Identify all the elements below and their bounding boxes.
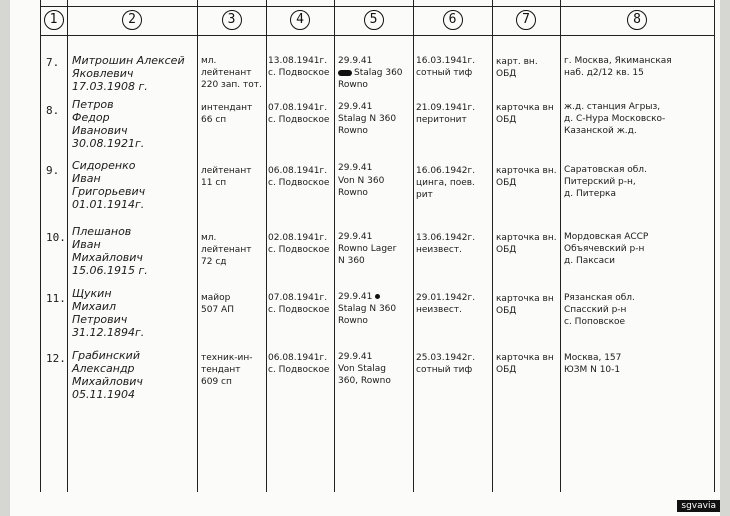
capture-date-place: 02.08.1941г. с. Подвоское	[268, 233, 330, 255]
person-name: Сидоренко Иван Григорьевич 01.01.1914г.	[72, 159, 146, 211]
document-sheet	[10, 0, 720, 516]
person-name: Щукин Михаил Петрович 31.12.1894г.	[72, 287, 145, 339]
camp-name: Von Stalag 360, Rowno	[338, 364, 391, 386]
table-vline	[266, 0, 267, 492]
column-header-6: 6	[413, 10, 492, 30]
person-name: Митрошин Алексей Яковлевич 17.03.1908 г.	[72, 54, 185, 93]
person-name: Грабинский Александр Михайлович 05.11.1904	[72, 349, 143, 401]
camp-arrival-date: 29.9.41	[338, 102, 373, 112]
capture-date-place: 06.08.1941г. с. Подвоское	[268, 353, 330, 375]
camp-name: Von N 360 Rowno	[338, 176, 385, 198]
home-address: Рязанская обл. Спасский р-н с. Поповское	[564, 293, 635, 327]
death-date-cause: 16.06.1942г. цинга, поев. рит	[416, 166, 476, 200]
column-header-2: 2	[67, 10, 197, 30]
watermark-label: sgvavia	[677, 500, 720, 512]
record-card: карточка вн. ОБД	[496, 233, 557, 255]
camp-arrival-date: 29.9.41	[338, 232, 373, 242]
camp-name: Rowno Lager N 360	[338, 244, 397, 266]
column-header-1: 1	[40, 10, 67, 30]
row-number: 10.	[46, 231, 66, 244]
camp-arrival-date: 29.9.41	[338, 352, 373, 362]
column-header-4: 4	[266, 10, 334, 30]
table-hline-top	[40, 6, 714, 7]
record-card: карт. вн. ОБД	[496, 57, 538, 79]
table-vline	[714, 0, 715, 492]
person-name: Петров Федор Иванович 30.08.1921г.	[72, 98, 145, 150]
capture-date-place: 06.08.1941г. с. Подвоское	[268, 166, 330, 188]
camp-arrival-date: 29.9.41	[338, 163, 373, 173]
death-date-cause: 21.09.1941г. перитонит	[416, 103, 476, 125]
rank-unit: мл. лейтенант 220 зап. тот.	[201, 56, 262, 90]
record-card: карточка вн. ОБД	[496, 166, 557, 188]
home-address: Саратовская обл. Питерский р-н, д. Питерка	[564, 165, 647, 199]
home-address: Москва, 157 ЮЗМ N 10-1	[564, 353, 622, 375]
death-date-cause: 25.03.1942г. сотный тиф	[416, 353, 476, 375]
home-address: ж.д. станция Агрыз, д. С-Нура Московско- Казанской ж.д.	[564, 102, 666, 136]
record-card: карточка вн ОБД	[496, 294, 554, 316]
table-hline-header	[40, 35, 714, 36]
column-header-8: 8	[560, 10, 714, 30]
rank-unit: интендант 66 сп	[201, 103, 253, 125]
capture-date-place: 13.08.1941г. с. Подвоское	[268, 56, 330, 78]
home-address: Мордовская АССР Объячевский р-н д. Паксаси	[564, 232, 649, 266]
row-number: 12.	[46, 352, 66, 365]
capture-date-place: 07.08.1941г. с. Подвоское	[268, 103, 330, 125]
person-name: Плешанов Иван Михайлович 15.06.1915 г.	[72, 225, 148, 277]
column-header-3: 3	[197, 10, 266, 30]
row-number: 8.	[46, 104, 60, 117]
row-number: 11.	[46, 292, 66, 305]
table-vline	[67, 0, 68, 492]
ink-blot-mark	[375, 294, 380, 299]
table-vline	[560, 0, 561, 492]
redaction-mark	[338, 70, 352, 76]
table-vline	[40, 0, 41, 492]
rank-unit: мл. лейтенант 72 сд	[201, 233, 252, 267]
camp-arrival-date: 29.9.41	[338, 56, 373, 66]
column-header-7: 7	[492, 10, 560, 30]
column-header-5: 5	[334, 10, 413, 30]
camp-arrival-date: 29.9.41	[338, 291, 382, 303]
death-date-cause: 16.03.1941г. сотный тиф	[416, 56, 476, 78]
rank-unit: лейтенант 11 сп	[201, 166, 252, 188]
rank-unit: техник-ин- тендант 609 сп	[201, 353, 253, 387]
page-edge-left	[0, 0, 10, 516]
death-date-cause: 29.01.1942г. неизвест.	[416, 293, 476, 315]
table-vline	[413, 0, 414, 492]
table-vline	[334, 0, 335, 492]
page-edge-right	[720, 0, 730, 516]
rank-unit: майор 507 АП	[201, 293, 234, 315]
camp-name: Stalag N 360 Rowno	[338, 304, 397, 326]
record-card: карточка вн ОБД	[496, 353, 554, 375]
table-vline	[492, 0, 493, 492]
record-card: карточка вн ОБД	[496, 103, 554, 125]
capture-date-place: 07.08.1941г. с. Подвоское	[268, 293, 330, 315]
camp-name: Stalag 360 Rowno	[338, 68, 403, 90]
table-vline	[197, 0, 198, 492]
home-address: г. Москва, Якиманская наб. д2/12 кв. 15	[564, 56, 672, 78]
row-number: 7.	[46, 56, 60, 69]
camp-name: Stalag N 360 Rowno	[338, 114, 397, 136]
row-number: 9.	[46, 164, 60, 177]
death-date-cause: 13.06.1942г. неизвест.	[416, 233, 476, 255]
